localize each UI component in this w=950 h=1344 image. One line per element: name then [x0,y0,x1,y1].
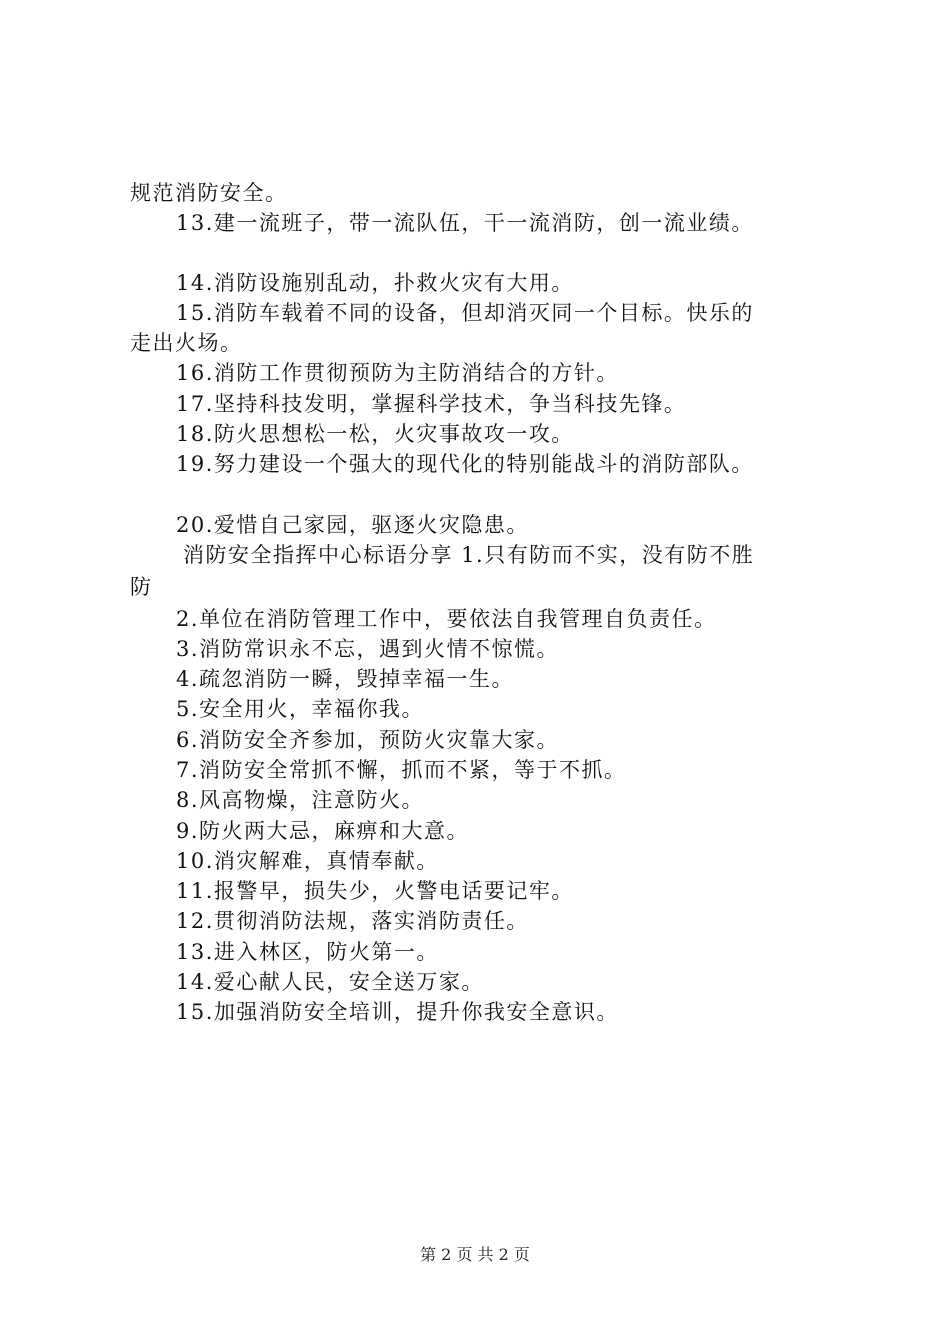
page-number-footer: 第 2 页 共 2 页 [420,1245,530,1264]
text-line: 15.消防车载着不同的设备，但却消灭同一个目标。快乐的 [176,301,754,325]
text-line: 5.安全用火，幸福你我。 [176,697,425,721]
text-line: 16.消防工作贯彻预防为主防消结合的方针。 [176,361,619,385]
text-line: 20.爱惜自己家园，驱逐火灾隐患。 [176,513,529,537]
text-line: 4.疏忽消防一瞬，毁掉幸福一生。 [176,667,515,691]
text-line: 13.进入林区，防火第一。 [176,940,439,964]
text-line: 14.消防设施别乱动，扑救火灾有大用。 [176,271,574,295]
text-line: 11.报警早，损失少，火警电话要记牢。 [176,879,574,903]
text-line: 2.单位在消防管理工作中，要依法自我管理自负责任。 [176,607,717,631]
text-line: 7.消防安全常抓不懈，抓而不紧，等于不抓。 [176,758,627,782]
text-line: 17.坚持科技发明，掌握科学技术，争当科技先锋。 [176,392,687,416]
text-line: 15.加强消防安全培训，提升你我安全意识。 [176,1000,619,1024]
text-line: 走出火场。 [130,331,243,355]
text-line: 10.消灾解难，真情奉献。 [176,849,439,873]
text-line: 8.风高物燥，注意防火。 [176,788,425,812]
text-line: 9.防火两大忌，麻痹和大意。 [176,819,470,843]
text-line: 19.努力建设一个强大的现代化的特别能战斗的消防部队。 [176,452,754,476]
text-line: 3.消防常识永不忘，遇到火情不惊慌。 [176,637,560,661]
text-line: 18.防火思想松一松，火灾事故攻一攻。 [176,422,574,446]
text-line: 6.消防安全齐参加，预防火灾靠大家。 [176,728,560,752]
text-line: 13.建一流班子，带一流队伍，干一流消防，创一流业绩。 [176,211,754,235]
text-line: 规范消防安全。 [130,181,288,205]
text-line: 14.爱心献人民，安全送万家。 [176,970,484,994]
text-line: 防 [130,575,153,599]
text-line: 12.贯彻消防法规，落实消防责任。 [176,909,529,933]
section-heading-line: 消防安全指挥中心标语分享 1.只有防而不实，没有防不胜 [183,543,755,567]
